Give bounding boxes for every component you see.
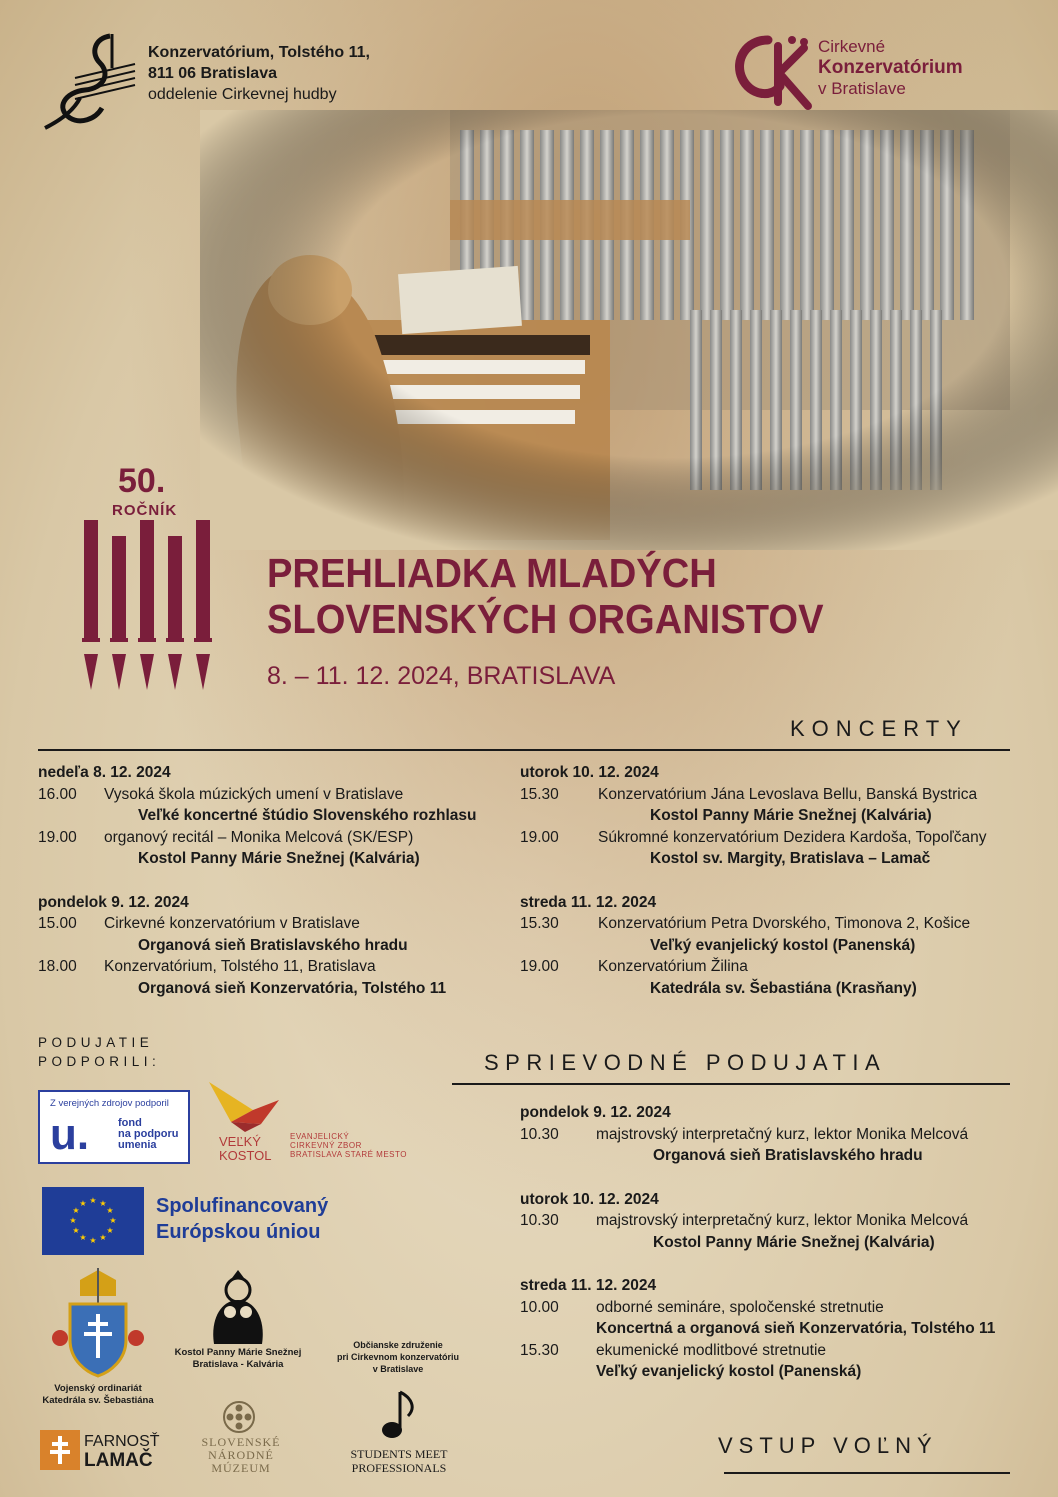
event-place: Katedrála sv. Šebastiána (Krasňany) [650,979,917,997]
svg-text:★: ★ [89,1236,97,1245]
event-text: Súkromné konzervatórium Dezidera Kardoša, Topoľčany [598,828,987,846]
day-heading: utorok 10. 12. 2024 [520,1190,659,1208]
vk-name2: KOSTOL [219,1148,272,1162]
event-place: Kostol sv. Margity, Bratislava – Lamač [650,850,931,867]
fpu-name3: umenia [118,1139,157,1151]
day-heading: streda 11. 12. 2024 [520,893,657,911]
event-place: Organová sieň Bratislavského hradu [653,1147,923,1164]
event-time: 16.00 [38,785,77,803]
vk-side-text [290,1132,407,1159]
farnost1: FARNOSŤ [84,1433,160,1450]
event-place-row [38,848,518,870]
event-time: 18.00 [38,958,77,975]
event-text: odborné semináre, spoločenské stretnutie [596,1298,884,1316]
ordinariat-line2: Katedrála sv. Šebastiána [42,1395,154,1406]
kalvaria-line2: Bratislava - Kalvária [192,1359,284,1370]
event-place-row [38,935,518,957]
supporters-label [38,1033,160,1071]
ck-logo-text [818,36,963,99]
farnost-lamac-icon [40,1430,80,1470]
music-note-icon [372,1390,422,1442]
fpu-name1: fond [118,1117,142,1129]
event-dates: 8. – 11. 12. 2024, BRATISLAVA [267,662,616,690]
day-heading: pondelok 9. 12. 2024 [38,893,189,911]
sprievodne-column [520,1102,1040,1383]
event-text: majstrovský interpretačný kurz, lektor Monika Melcová [596,1212,969,1229]
sprievodne-rule [452,1083,1010,1085]
svg-text:★: ★ [106,1226,114,1235]
farnost2: LAMAČ [84,1450,153,1471]
event-place-row [520,1318,1040,1340]
event-place: Kostol Panny Márie Snežnej (Kalvária) [653,1233,935,1251]
event-text: majstrovský interpretačný kurz, lektor Monika Melcová [596,1125,969,1143]
event-time: 19.00 [520,958,559,975]
address-line3: oddelenie Cirkevnej hudby [148,86,337,103]
supporters-label-line2: PODPORILI: [38,1054,161,1069]
koncerty-rule [38,749,1010,751]
ordinariat-line1: Vojenský ordinariát [54,1383,142,1394]
svg-text:★: ★ [79,1233,87,1242]
ck-line3: v Bratislave [818,79,906,98]
event-time: 10.30 [520,1212,559,1229]
vk-name1: VEĽKÝ [219,1134,261,1149]
ck-monogram-logo [728,32,814,112]
smp-text [340,1447,458,1475]
event-place-row [38,978,518,1000]
madonna-icon [200,1268,276,1346]
title-line1: PREHLIADKA MLADÝCH [267,550,717,596]
event-place: Organová sieň Bratislavského hradu [138,936,408,954]
fpu-top-text: Z verejných zdrojov podporil [50,1098,169,1109]
military-ordinariate-coat-of-arms-icon [50,1268,146,1378]
address-line2: 811 06 Bratislava [148,65,277,82]
svg-text:★: ★ [106,1206,114,1215]
event-text: Konzervatórium Jána Levoslava Bellu, Banská Bystrica [598,785,978,803]
event-place-row [520,805,1040,827]
event-time: 15.00 [38,915,77,932]
event-text: Vysoká škola múzických umení v Bratislave [104,785,404,803]
sprievodne-heading: SPRIEVODNÉ PODUJATIA [484,1050,887,1075]
event-place-row [520,1145,1040,1167]
event-text: Konzervatórium, Tolstého 11, Bratislava [104,958,376,975]
farnost-lamac-text [84,1432,160,1470]
fpu-name2: na podporu [118,1128,179,1140]
svg-text:★: ★ [89,1196,97,1205]
oz-caption [318,1339,478,1375]
oz-line1: Občianske združenie [353,1340,443,1350]
eu-cofinanced-text [156,1193,328,1245]
event-row [520,1297,1040,1319]
event-time: 10.30 [520,1125,559,1143]
event-row [520,827,1040,849]
event-time: 15.30 [520,1341,559,1359]
conservatory-logo [40,28,140,133]
event-place: Kostol Panny Márie Snežnej (Kalvária) [650,807,932,824]
koncerty-left-column [38,762,518,999]
footer-rule [724,1472,1010,1474]
fpu-logo [38,1090,190,1164]
smp1: STUDENTS MEET [350,1447,448,1461]
event-row [520,1210,1040,1232]
event-time: 10.00 [520,1298,559,1316]
svg-text:★: ★ [99,1233,107,1242]
event-place: Veľký evanjelický kostol (Panenská) [650,936,916,954]
svg-text:★: ★ [79,1199,87,1208]
snm3: MÚZEUM [211,1461,271,1475]
koncerty-right-column [520,762,1040,999]
supporters-label-line1: PODUJATIE [38,1035,154,1050]
snm2: NÁRODNÉ [208,1448,274,1462]
fpu-u-mark: u. [50,1110,90,1159]
day-heading: utorok 10. 12. 2024 [520,764,659,781]
koncerty-heading: KONCERTY [790,716,968,741]
svg-text:★: ★ [69,1216,77,1225]
edition-number: 50. [118,462,166,500]
event-row [520,1340,1040,1362]
event-time: 15.30 [520,785,559,803]
event-row [38,956,518,978]
header-address [148,42,370,105]
eu-flag-icon [42,1187,144,1255]
event-text: Konzervatórium Žilina [598,958,748,975]
event-place-row [38,805,518,827]
organ-pipes-icon [78,520,218,692]
svg-text:★: ★ [72,1226,80,1235]
organ-photo [200,110,1058,550]
free-entry-label: VSTUP VOĽNÝ [718,1433,938,1458]
oz-line2: pri Cirkevnom konzervatóriu [336,1352,460,1362]
snm1: SLOVENSKÉ [201,1435,281,1449]
edition-label: ROČNÍK [112,502,178,519]
event-place: Organová sieň Konzervatória, Tolstého 11 [138,979,447,997]
day-heading: pondelok 9. 12. 2024 [520,1104,671,1121]
oz-line3: v Bratislave [372,1364,424,1374]
event-time: 19.00 [520,828,559,846]
event-text: Cirkevné konzervatórium v Bratislave [104,915,360,932]
ck-line2: Konzervatórium [818,57,963,78]
ordinariat-caption [30,1383,166,1407]
event-place-row [520,935,1040,957]
title-line2: SLOVENSKÝCH ORGANISTOV [267,596,824,642]
address-line1: Konzervatórium, Tolstého 11, [148,44,370,61]
svg-text:★: ★ [99,1199,107,1208]
event-place: Veľký evanjelický kostol (Panenská) [596,1363,862,1380]
kalvaria-line1: Kostol Panny Márie Snežnej [174,1347,302,1358]
event-title [267,550,824,642]
event-place-row [520,848,1040,870]
event-row [520,913,1040,935]
velky-kostol-logo [205,1080,285,1162]
event-time: 15.30 [520,915,559,932]
event-place: Kostol Panny Márie Snežnej (Kalvária) [138,850,420,867]
eu-line1: Spolufinancovaný [156,1195,329,1217]
eu-line2: Európskou úniou [156,1221,321,1243]
event-place-row [520,1232,1040,1254]
event-text: Konzervatórium Petra Dvorského, Timonova 2, Košice [598,915,971,932]
fpu-name [118,1118,179,1151]
ck-line1: Cirkevné [818,37,886,56]
event-place-row [520,978,1040,1000]
event-row [38,827,518,849]
event-row [38,913,518,935]
svg-text:★: ★ [109,1216,117,1225]
svg-text:★: ★ [72,1206,80,1215]
event-row [520,956,1040,978]
event-text: organový recitál – Monika Melcová (SK/ESP) [104,828,414,846]
snm-emblem-icon [222,1400,256,1434]
snm-text [196,1436,286,1475]
event-row [520,784,1040,806]
vk-side3: BRATISLAVA STARÉ MESTO [290,1150,407,1159]
event-text: ekumenické modlitbové stretnutie [596,1341,827,1359]
event-time: 19.00 [38,828,77,846]
event-place: Koncertná a organová sieň Konzervatória, Tolstého 11 [596,1320,996,1337]
kalvaria-caption [160,1347,316,1371]
event-place: Veľké koncertné štúdio Slovenského rozhlasu [138,807,477,824]
event-place-row [520,1361,1040,1383]
vk-side1: EVANJELICKÝ [290,1132,350,1141]
smp2: PROFESSIONALS [351,1461,447,1475]
event-row [38,784,518,806]
event-row [520,1124,1040,1146]
vk-side2: CIRKEVNÝ ZBOR [290,1141,362,1150]
day-heading: nedeľa 8. 12. 2024 [38,764,171,781]
day-heading: streda 11. 12. 2024 [520,1277,657,1294]
